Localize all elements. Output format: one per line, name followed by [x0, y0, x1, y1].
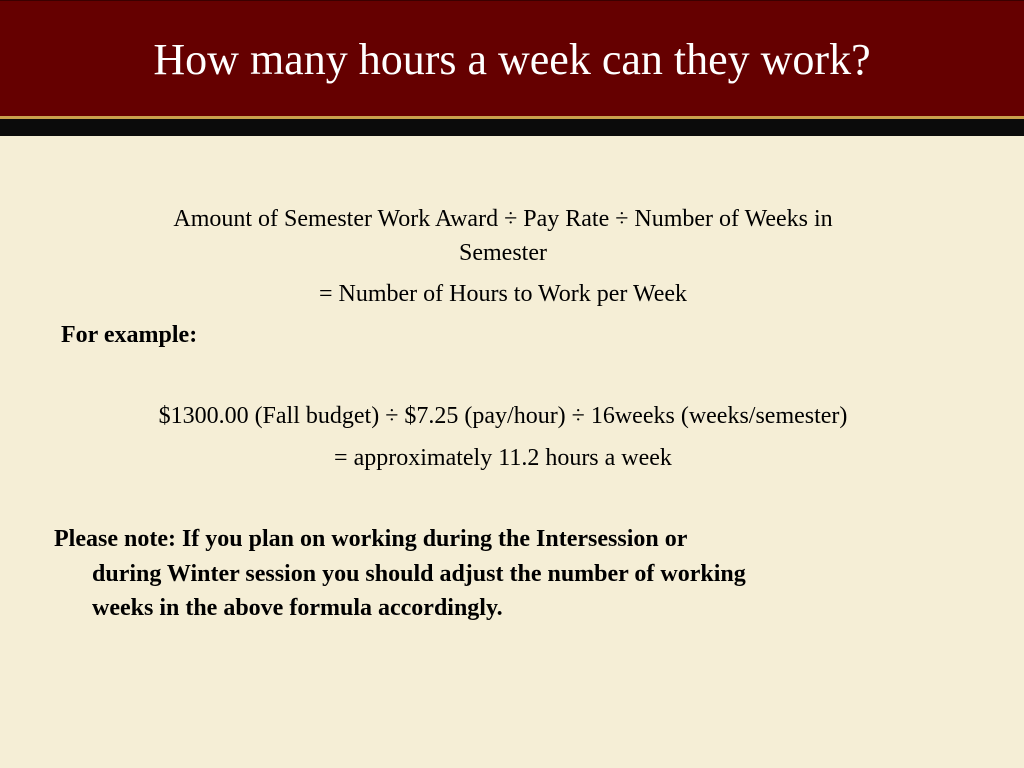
formula-line-2: Semester	[459, 240, 547, 266]
example-label: For example:	[61, 322, 198, 348]
note-line-2: during Winter session you should adjust the number of working	[92, 561, 746, 587]
note-line-3: weeks in the above formula accordingly.	[92, 595, 503, 621]
formula-result: = Number of Hours to Work per Week	[318, 281, 688, 307]
formula-line-1: Amount of Semester Work Award ÷ Pay Rate ÷ Number of Weeks in	[173, 206, 833, 232]
black-band	[0, 119, 1024, 136]
example-line: $1300.00 (Fall budget) ÷ $7.25 (pay/hour) ÷ 16weeks (weeks/semester)	[158, 403, 848, 429]
example-result: = approximately 11.2 hours a week	[334, 445, 672, 471]
slide-title: How many hours a week can they work?	[153, 35, 871, 84]
title-bar	[0, 0, 1024, 116]
note-line-1: Please note: If you plan on working during the Intersession or	[54, 526, 688, 552]
slide-content	[0, 136, 1024, 768]
